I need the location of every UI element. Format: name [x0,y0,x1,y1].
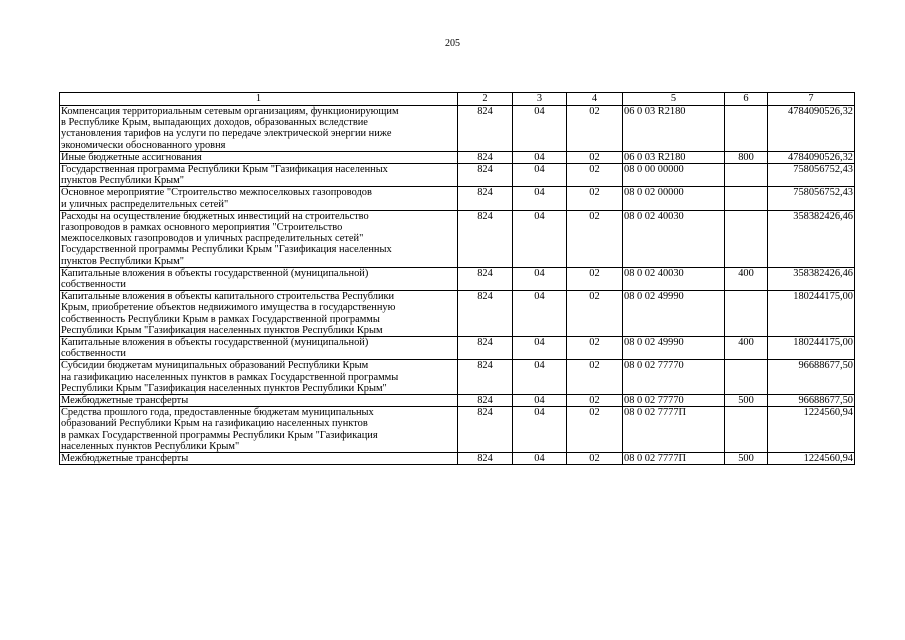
row-section: 04 [513,407,567,453]
row-amount: 1224560,94 [768,407,855,453]
row-subsection: 02 [567,151,623,163]
row-subsection: 02 [567,106,623,152]
table-row [60,267,855,290]
row-admin-code: 824 [458,360,513,395]
row-section: 04 [513,106,567,152]
row-section: 04 [513,164,567,187]
row-section: 04 [513,291,567,337]
row-amount: 180244175,00 [768,291,855,337]
table-row [60,151,855,163]
row-target-article: 08 0 02 77770 [623,360,725,395]
row-admin-code: 824 [458,164,513,187]
header-col-1: 1 [60,93,458,106]
row-target-article: 08 0 02 49990 [623,337,725,360]
row-section: 04 [513,151,567,163]
row-target-article: 08 0 02 7777П [623,453,725,465]
table-row [60,210,855,267]
row-admin-code: 824 [458,291,513,337]
row-subsection: 02 [567,291,623,337]
header-col-7: 7 [768,93,855,106]
header-col-3: 3 [513,93,567,106]
row-expense-type [725,210,768,267]
row-target-article: 08 0 02 00000 [623,187,725,210]
row-expense-type [725,187,768,210]
row-target-article: 06 0 03 R2180 [623,151,725,163]
row-subsection: 02 [567,395,623,407]
row-expense-type [725,164,768,187]
table-row [60,187,855,210]
row-subsection: 02 [567,360,623,395]
row-admin-code: 824 [458,106,513,152]
row-subsection: 02 [567,187,623,210]
row-name: Межбюджетные трансферты [60,395,458,407]
row-name: Капитальные вложения в объекты государственной (муниципальной) собственности [60,267,458,290]
row-subsection: 02 [567,453,623,465]
row-subsection: 02 [567,337,623,360]
row-name: Средства прошлого года, предоставленные бюджетам муниципальных образований Республики Крым на газификацию населенных пунктов в рамках Государственной программы Республики Крым "Газификация населенных пунктов Республики Крым" [60,407,458,453]
row-subsection: 02 [567,407,623,453]
table-row [60,291,855,337]
row-name: Капитальные вложения в объекты капитального строительства Республики Крым, приобретение объектов недвижимого имущества в государственную собственность Республики Крым в рамках Государственной программы Республики Крым "Газификация населенных пунктов Республики Крым [60,291,458,337]
row-target-article: 08 0 02 40030 [623,210,725,267]
header-col-6: 6 [725,93,768,106]
row-amount: 4784090526,32 [768,106,855,152]
row-amount: 96688677,50 [768,395,855,407]
header-row [60,93,855,106]
table-row [60,407,855,453]
row-expense-type [725,291,768,337]
page-number: 205 [445,38,460,49]
header-col-2: 2 [458,93,513,106]
table-row [60,360,855,395]
row-admin-code: 824 [458,210,513,267]
row-amount: 758056752,43 [768,187,855,210]
table-row [60,395,855,407]
row-name: Основное мероприятие "Строительство межпоселковых газопроводов и уличных распределительных сетей" [60,187,458,210]
row-name: Капитальные вложения в объекты государственной (муниципальной) собственности [60,337,458,360]
row-expense-type [725,106,768,152]
row-admin-code: 824 [458,395,513,407]
row-name: Межбюджетные трансферты [60,453,458,465]
row-expense-type: 500 [725,453,768,465]
row-target-article: 08 0 00 00000 [623,164,725,187]
row-amount: 4784090526,32 [768,151,855,163]
row-amount: 758056752,43 [768,164,855,187]
row-section: 04 [513,210,567,267]
table-row [60,337,855,360]
row-expense-type: 400 [725,337,768,360]
row-amount: 358382426,46 [768,267,855,290]
row-expense-type [725,360,768,395]
table-row [60,164,855,187]
row-target-article: 08 0 02 77770 [623,395,725,407]
row-name: Иные бюджетные ассигнования [60,151,458,163]
row-expense-type: 800 [725,151,768,163]
header-col-4: 4 [567,93,623,106]
row-name: Компенсация территориальным сетевым организациям, функционирующим в Республике Крым, выпадающих доходов, образованных вследствие установления тарифов на услуги по передаче электрической энергии ниже экономически обоснованного уровня [60,106,458,152]
row-section: 04 [513,267,567,290]
row-subsection: 02 [567,210,623,267]
row-admin-code: 824 [458,267,513,290]
row-admin-code: 824 [458,151,513,163]
table-row [60,453,855,465]
row-expense-type: 500 [725,395,768,407]
row-admin-code: 824 [458,337,513,360]
row-section: 04 [513,453,567,465]
row-amount: 96688677,50 [768,360,855,395]
row-amount: 180244175,00 [768,337,855,360]
row-admin-code: 824 [458,453,513,465]
row-name: Субсидии бюджетам муниципальных образований Республики Крым на газификацию населенных пунктов в рамках Государственной программы Республики Крым "Газификация населенных пунктов Республики Крым" [60,360,458,395]
row-subsection: 02 [567,164,623,187]
row-name: Государственная программа Республики Крым "Газификация населенных пунктов Республики Крым" [60,164,458,187]
row-section: 04 [513,187,567,210]
row-section: 04 [513,337,567,360]
row-name: Расходы на осуществление бюджетных инвестиций на строительство газопроводов в рамках основного мероприятия "Строительство межпоселковых газопроводов и уличных распределительных сетей" Государственной программы Республики Крым "Газификация населенных пунктов Республики Крым" [60,210,458,267]
row-target-article: 06 0 03 R2180 [623,106,725,152]
row-target-article: 08 0 02 7777П [623,407,725,453]
budget-table [59,92,855,465]
row-target-article: 08 0 02 49990 [623,291,725,337]
row-expense-type [725,407,768,453]
header-col-5: 5 [623,93,725,106]
row-subsection: 02 [567,267,623,290]
row-admin-code: 824 [458,187,513,210]
row-amount: 358382426,46 [768,210,855,267]
row-section: 04 [513,395,567,407]
row-target-article: 08 0 02 40030 [623,267,725,290]
row-section: 04 [513,360,567,395]
table-row [60,106,855,152]
row-amount: 1224560,94 [768,453,855,465]
row-expense-type: 400 [725,267,768,290]
row-admin-code: 824 [458,407,513,453]
